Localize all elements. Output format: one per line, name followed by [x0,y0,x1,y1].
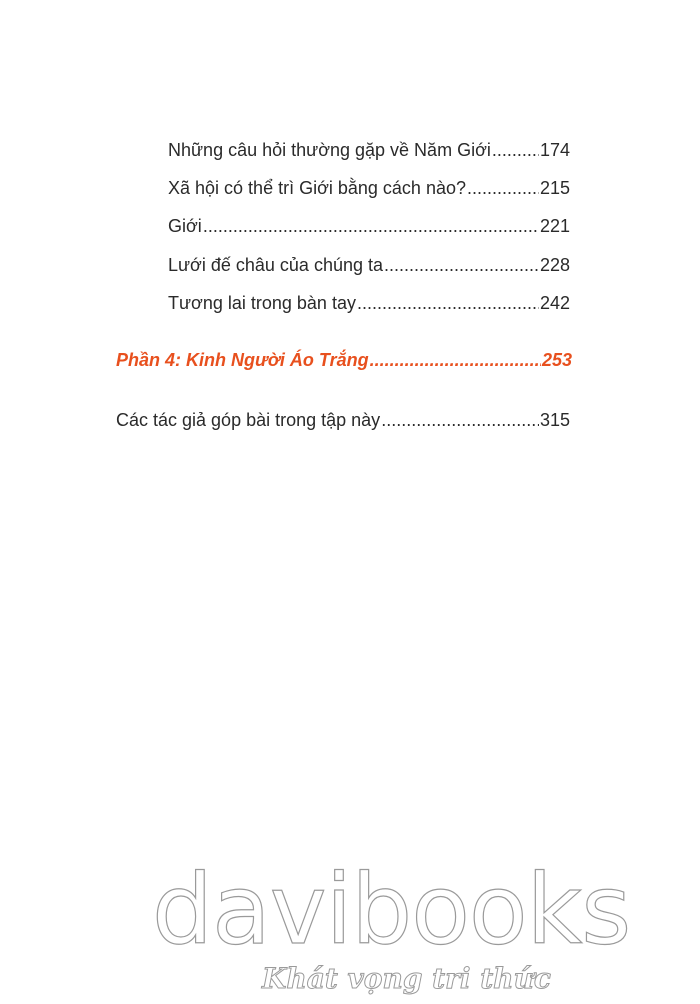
toc-entry [168,138,570,162]
toc-entry-page: 315 [539,410,570,430]
publisher-logo: davibooks [152,854,631,966]
toc-part-title: Phần 4: Kinh Người Áo Trắng [116,350,369,370]
publisher-tagline: Khát vọng tri thức [262,962,551,995]
toc-leader-dots [492,138,539,162]
publisher-watermark [0,854,700,1004]
toc-entry-page: 228 [539,255,570,275]
toc-leader-dots [357,291,539,315]
toc-part-page: 253 [541,350,572,370]
toc-entry-title: Lưới đế châu của chúng ta [168,255,383,275]
toc-entry [168,291,570,315]
toc-leader-dots [381,408,539,432]
toc-entry-page: 221 [539,216,570,236]
toc-leader-dots [370,348,541,372]
table-of-contents [0,0,700,460]
toc-entry-page: 174 [539,140,570,160]
toc-part-heading [116,348,572,372]
toc-entry-title: Các tác giả góp bài trong tập này [116,410,381,430]
toc-entry-title: Những câu hỏi thường gặp về Năm Giới [168,140,491,160]
toc-entry-title: Giới [168,216,202,236]
toc-entry-page: 215 [539,178,570,198]
toc-entry-title: Tương lai trong bàn tay [168,293,356,313]
toc-leader-dots [384,253,539,277]
toc-entry [168,176,570,200]
toc-leader-dots [203,214,539,238]
toc-leader-dots [467,176,539,200]
toc-entry [116,408,570,432]
toc-entry [168,253,570,277]
toc-entry-title: Xã hội có thể trì Giới bằng cách nào? [168,178,466,198]
toc-entry-page: 242 [539,293,570,313]
toc-entry [168,214,570,238]
